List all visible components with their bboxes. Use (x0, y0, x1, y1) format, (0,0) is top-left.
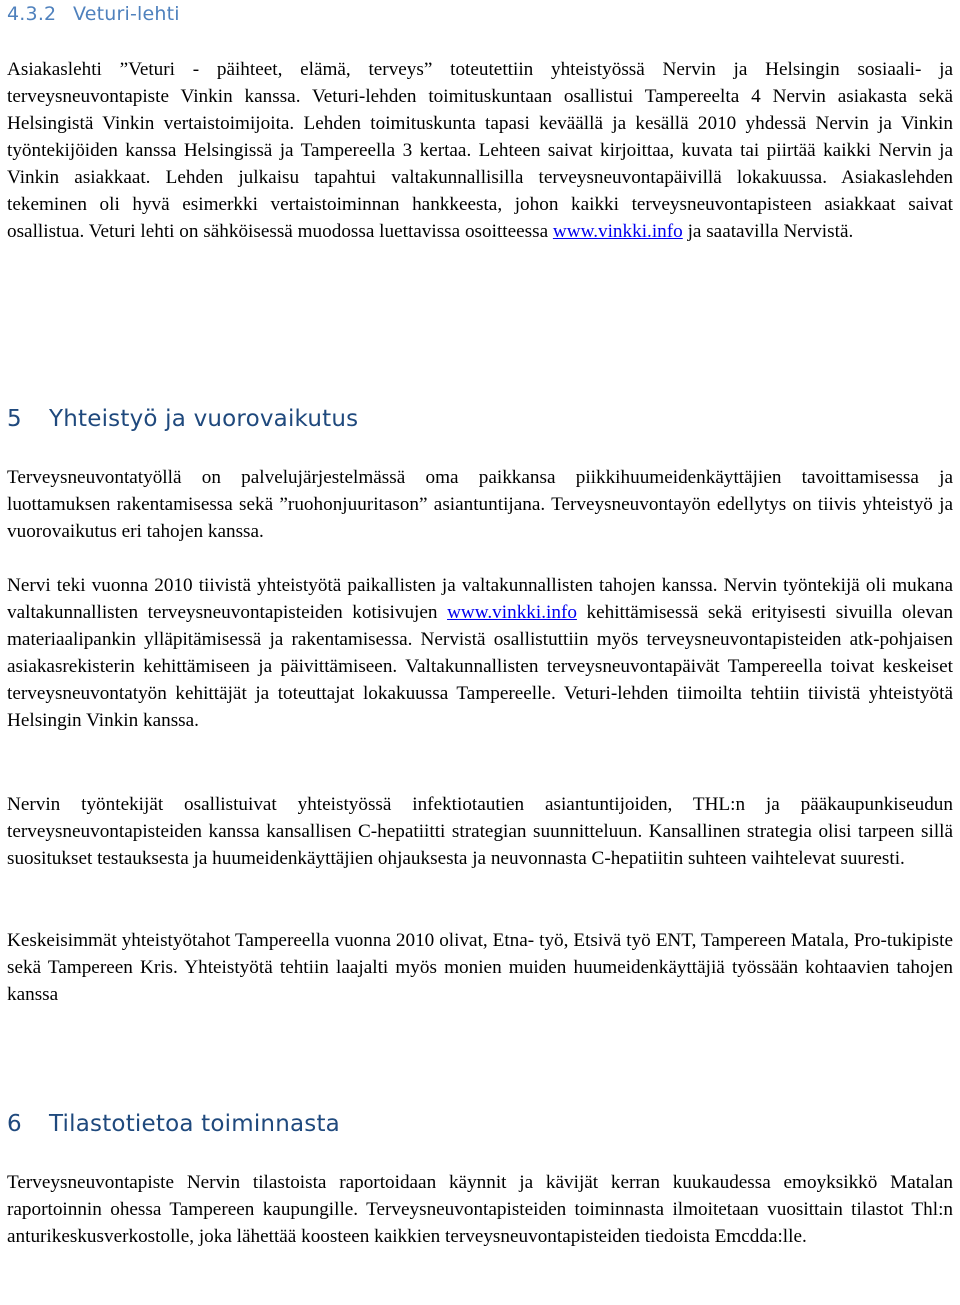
veturi-paragraph (7, 56, 953, 245)
section-heading-5 (7, 406, 358, 432)
veturi-text: Asiakaslehti ”Veturi - päihteet, elämä, terveys” toteutettiin yhteistyössä Nervin ja Helsingin sosiaali- ja terveysneuvontapiste Vinkin kanssa. Veturi-lehden toimituskuntaan osallistui Tampereelta 4 Nervin asiakasta sekä Helsingistä Vinkin vertaistoimijoita. Lehden toimituskunta tapasi keväällä ja kesällä 2010 yhdessä Nervin ja Vinkin työntekijöiden kanssa Helsingissä ja Tampereella 3 kertaa. Lehteen saivat kirjoittaa, kuvata tai piirtää kaikki Nervin ja Vinkin asiakkaat. Lehden julkaisu tapahtui valtakunnallisilla terveysneuvontapäivillä lokakuussa. Asiakaslehden tekeminen oli hyvä esimerkki vertaistoiminnan hankkeesta, johon kaikki terveysneuvontapisteen asiakkaat saivat osallistua. Veturi lehti on sähköisessä muodossa luettavissa osoitteessa (7, 59, 953, 242)
cooperation-paragraph-3: Nervin työntekijät osallistuivat yhteistyössä infektiotautien asiantuntijoiden, THL:n ja pääkaupunkiseudun terveysneuvontapisteiden kanssa kansallisen C-hepatiitti strategian suunnitteluun. Kansallinen strategia olisi tarpeen sillä suositukset testauksesta ja huumeidenkäyttäjien ohjauksesta ja neuvonnasta C-hepatiitin suhteen vaihtelevat suuresti. (7, 794, 953, 869)
veturi-text-end: ja saatavilla Nervistä. (682, 221, 854, 242)
vinkki-link[interactable]: www.vinkki.info (552, 221, 683, 242)
section-number: 6 (7, 1111, 22, 1137)
subsection-heading-4-3-2 (7, 3, 180, 25)
section-title: Tilastotietoa toiminnasta (49, 1111, 340, 1137)
section-title: Yhteistyö ja vuorovaikutus (49, 406, 359, 432)
subsection-number: 4.3.2 (7, 3, 57, 25)
section-number: 5 (7, 406, 22, 432)
cooperation-paragraph-1: Terveysneuvontatyöllä on palvelujärjestelmässä oma paikkansa piikkihuumeidenkäyttäjien tavoittamisessa ja luottamuksen rakentamisessa sekä ”ruohonjuuritason” asiantuntijana. Terveysneuvontayön edellytys on tiivis yhteistyö ja vuorovaikutus eri tahojen kanssa. (7, 467, 953, 542)
statistics-paragraph-1: Terveysneuvontapiste Nervin tilastoista raportoidaan käynnit ja kävijät kerran kuukaudessa emoyksikkö Matalan raportoinnin ohessa Tampereen kaupungille. Terveysneuvontapisteiden toiminnasta ilmoitetaan vuosittain tilastot Thl:n anturikeskusverkostolle, joka lähettää koosteen kaikkien terveysneuvontapisteiden tiedoista Emcdda:lle. (7, 1172, 953, 1247)
vinkki-link[interactable]: www.vinkki.info (447, 602, 577, 623)
cooperation-text: Nervi teki vuonna 2010 tiivistä yhteistyötä paikallisten ja valtakunnallisten tahojen kanssa. Nervin työntekijä oli mukana valtakunnallisten terveysneuvontapisteiden kotisivujen (7, 575, 953, 623)
cooperation-paragraph-2 (7, 572, 953, 734)
cooperation-text-end: kehittämisessä sekä erityisesti sivuilla olevan materiaalipankin ylläpitämisessä ja rakentamisessa. Nervistä osallistuttiin myös terveysneuvontapisteiden atk-pohjaisen asiakasrekisterin kehittämiseen ja päivittämiseen. Valtakunnallisten terveysneuvontapäivät Tampereella toivat keskeiset terveysneuvontatyön kehittäjät ja toteuttajat lokakuussa Tampereelle. Veturi-lehden tiimoilta tehtiin tiivistä yhteistyötä Helsingin Vinkin kanssa. (7, 602, 953, 731)
cooperation-paragraph-4: Keskeisimmät yhteistyötahot Tampereella vuonna 2010 olivat, Etna- työ, Etsivä työ ENT, Tampereen Matala, Pro-tukipiste sekä Tampereen Kris. Yhteistyötä tehtiin laajalti myös monien muiden huumeidenkäyttäjiä työssään kohtaavien tahojen kanssa (7, 930, 953, 1005)
section-heading-6 (7, 1111, 340, 1137)
subsection-title: Veturi-lehti (73, 3, 180, 25)
